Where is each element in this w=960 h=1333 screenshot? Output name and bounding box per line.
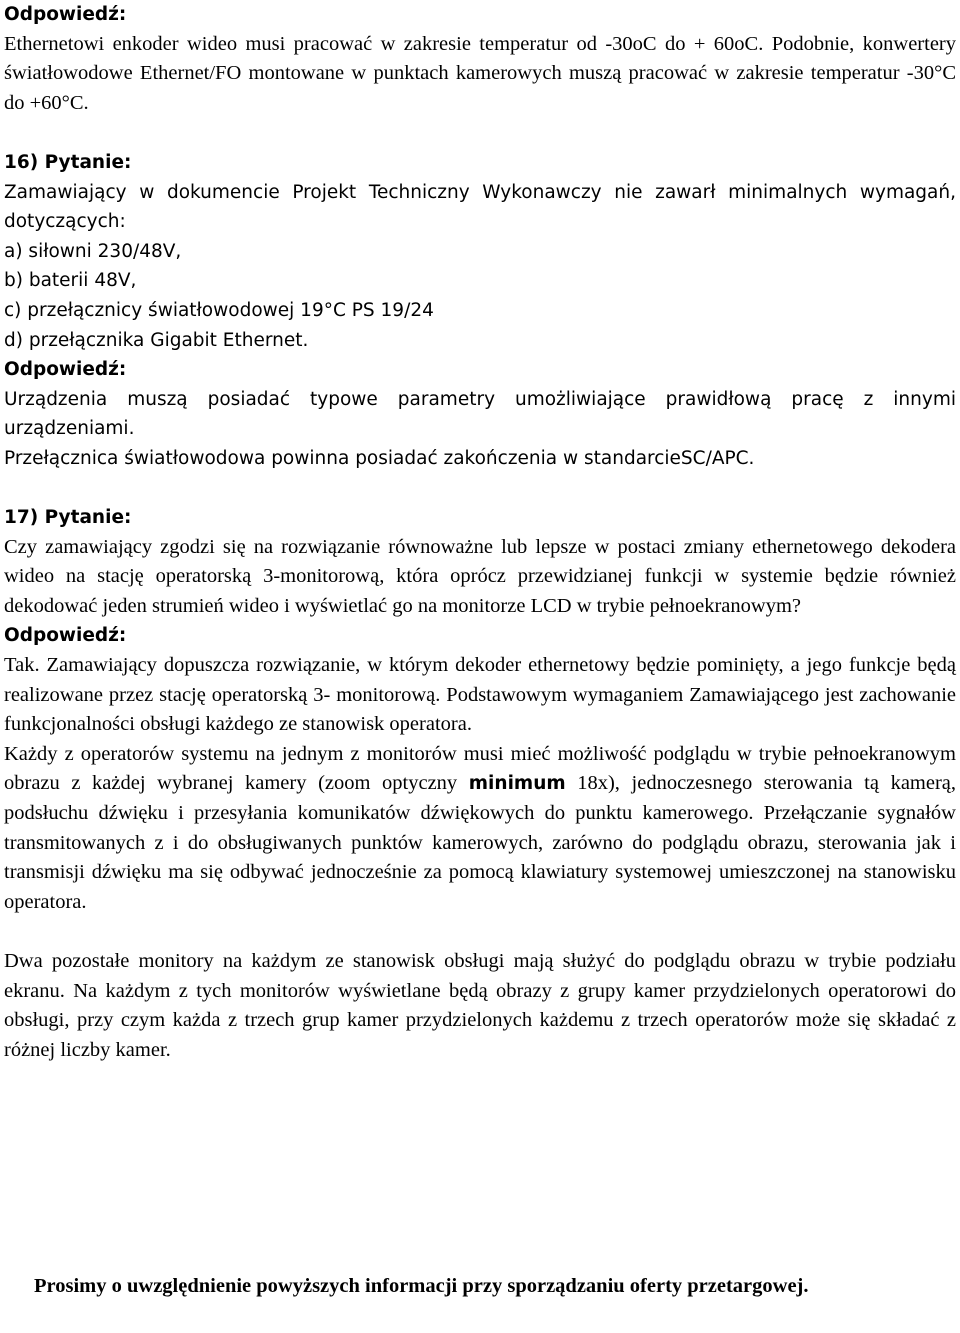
answer-17-p2-end: 18x), jednoczesnego sterowania tą kamerą, podsłuchu dźwięku i przesyłania komunikatów dźwiękowych do punktu kamerowego. Przełączanie sygnałów transmitowanych z i do obsługiwanych punktów kamerowych, zarówno do podglądu obrazu, sterowania jak i transmisji dźwięku ma się odbywać jednocześnie za pomocą klawiatury systemowej umieszczonej na stanowisku operatora. [4, 772, 957, 913]
answer-16-line-2: Przełącznica światłowodowa powinna posiadać zakończenia w standarcieSC/APC. [4, 447, 755, 469]
document-page [4, 0, 956, 1065]
question-16-heading: 16) Pytanie: [4, 151, 132, 173]
list-item: c) przełącznicy światłowodowej 19°C PS 19/24 [4, 299, 434, 321]
list-item: d) przełącznika Gigabit Ethernet. [4, 329, 309, 351]
answer-heading: Odpowiedź: [4, 4, 127, 25]
question-17-text: Czy zamawiający zgodzi się na rozwiązanie równoważne lub lepsze w postaci zmiany ethernetowego dekodera wideo na stację operatorską 3-monitorową, która oprócz przewidzianej funkcji w systemie będzie również dekodować jeden strumień wideo i wyświetlać go na monitorze LCD w trybie pełnoekranowym? [4, 535, 956, 617]
list-item: a) siłowni 230/48V, [4, 240, 182, 262]
answer-17-paragraph-1: Tak. Zamawiający dopuszcza rozwiązanie, w którym dekoder ethernetowy będzie pominięty, a jego funkcje będą realizowane przez stację operatorską 3- monitorową. Podstawowym wymaganiem Zamawiającego jest zachowanie funkcjonalności obsługi każdego ze stanowisk operatora. [4, 654, 956, 736]
answer-17-heading: Odpowiedź: [4, 625, 127, 647]
question-17-heading: 17) Pytanie: [4, 507, 132, 529]
answer-17-paragraph-2 [4, 740, 956, 918]
spacer [4, 917, 956, 947]
answer-16-line-1: Urządzenia muszą posiadać typowe parametry umożliwiające prawidłową pracę z innymi urządzeniami. [4, 388, 956, 440]
answer-17-paragraph-3: Dwa pozostałe monitory na każdym ze stanowisk obsługi mają służyć do podglądu obrazu w trybie podziału ekranu. Na każdym z tych monitorów wyświetlane będą obrazy z grupy kamer przydzielonych operatorowi do obsługi, przy czym każda z trzech grup kamer przydzielonych każdemu z trzech operatorów może się składać z różnej liczby kamer. [4, 950, 956, 1061]
question-16-intro: Zamawiający w dokumencie Projekt Techniczny Wykonawczy nie zawarł minimalnych wymagań, dotyczących: [4, 181, 956, 233]
closing-note: Prosimy o uwzględnienie powyższych informacji przy sporządzaniu oferty przetargowej. [34, 1275, 809, 1297]
answer-17-p2-bold: minimum [468, 773, 566, 795]
list-item: b) baterii 48V, [4, 270, 137, 292]
answer-15-text: Ethernetowi enkoder wideo musi pracować w zakresie temperatur od -30oC do + 60oC. Podobnie, konwertery światłowodowe Ethernet/FO montowane w punktach kamerowych muszą pracować w zakresie temperatur -30°C do +60°C. [4, 32, 956, 114]
spacer [4, 118, 956, 148]
spacer [4, 474, 956, 504]
answer-16-heading: Odpowiedź: [4, 359, 127, 381]
answer-17-p2-start: Każdy z operatorów systemu na jednym z monitorów musi mieć możliwość podglądu w trybie pełnoekranowym obrazu z każdej wybranej kamery (zoom optyczny [4, 742, 956, 795]
question-16-items [4, 237, 956, 355]
